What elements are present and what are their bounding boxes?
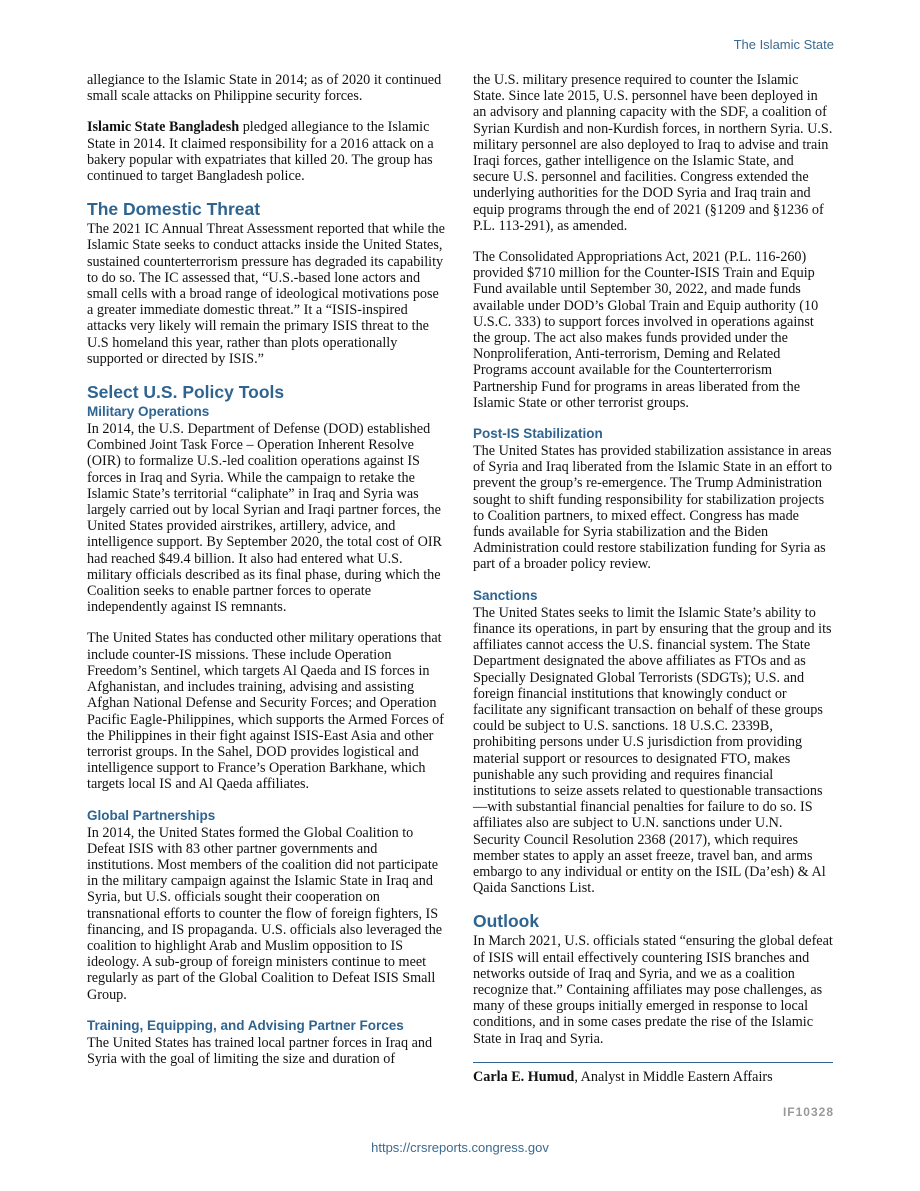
author-name: Carla E. Humud [473, 1068, 575, 1085]
heading-domestic-threat: The Domestic Threat [87, 199, 261, 220]
paragraph-training-continued: the U.S. military presence required to counter the Islamic State. Since late 2015, U.S. personnel have been deployed in an advisory and planning capacity with the SDF, a coalition of Syrian Kurdish and non-Kurdish forces, in northern Syria. U.S. military personnel are also deployed to Iraq to advise and train Iraqi forces, gather intelligence on the Islamic State, and secure U.S. personnel and facilities. Congress extended the underlying authorities for the DOD Syria and Iraq train and equip programs through the end of 2021 (§1209 and §1236 of P.L. 113-291), as amended. [473, 72, 833, 234]
paragraph-training-equipping: The United States has trained local partner forces in Iraq and Syria with the goal of limiting the size and duration of [87, 1034, 433, 1067]
paragraph-sanctions: The United States seeks to limit the Islamic State’s ability to finance its operations, in part by ensuring that the group and its affiliates cannot access the U.S. financial system. The State Department designated the above affiliates as FTOs and as Specially Designated Global Terrorists (SDGTs); U.S. and foreign financial institutions that knowingly conduct or facilitate any significant transaction on behalf of these groups could be subject to U.S. sanctions. 18 U.S.C. 2339B, prohibiting persons under U.S jurisdiction from providing material support or resources to designated FTO, makes punishable any such providing and requires financial institutions to seize assets related to questionable transactions—with substantial financial penalties for failure to do so. IS affiliates also are subject to U.N. sanctions under U.N. Security Council Resolution 2368 (2017), which requires member states to apply an asset freeze, travel ban, and arms embargo to any individual or entity on the ISIL (Da’esh) & Al Qaida Sanctions List. [473, 604, 832, 897]
document-number: IF10328 [782, 1105, 834, 1119]
heading-sanctions: Sanctions [473, 587, 538, 603]
running-header-title: The Islamic State [733, 37, 834, 52]
bangladesh-term: Islamic State Bangladesh [87, 119, 240, 136]
heading-military-operations: Military Operations [87, 404, 210, 420]
right-column [473, 72, 833, 1085]
paragraph-philippines-continued: allegiance to the Islamic State in 2014; as of 2020 it continued small scale attacks on Philippine security forces. [87, 72, 442, 105]
paragraph-global-partnerships: In 2014, the United States formed the Global Coalition to Defeat ISIS with 83 other partner governments and institutions. Most members of the coalition did not participate in the military campaign against the Islamic State in Iraq and Syria, but U.S. officials sought their cooperation on transnational efforts to counter the flow of foreign fighters, IS financing, and IS propaganda. U.S. officials also leveraged the coalition to highlight Arab and Muslim opposition to IS ideology. A sub-group of foreign ministers continue to meet regularly as part of the Global Coalition to Defeat ISIS Small Group. [87, 824, 443, 1003]
footer-url-link[interactable]: https://crsreports.congress.gov [371, 1140, 549, 1155]
heading-outlook: Outlook [473, 911, 540, 932]
left-column [87, 72, 447, 1082]
paragraph-appropriations: The Consolidated Appropriations Act, 2021 (P.L. 116-260) provided $710 million for the Counter-ISIS Train and Equip Fund available until September 30, 2022, and made funds available under DOD’s Global Train and Equip authority (10 U.S.C. 333) to support forces involved in operations against the group. The act also makes funds provided under the Nonproliferation, Anti-terrorism, Deming and Related Programs account available for the Counterterrorism Partnership Fund for programs in areas liberated from the Islamic State or other terrorist groups. [473, 249, 819, 411]
paragraph-military-operations-1: In 2014, the U.S. Department of Defense (DOD) established Combined Joint Task Force – Operation Inherent Resolve (OIR) to formalize U.S.-led coalition operations against IS forces in Iraq and Syria. While the campaign to retake the Islamic State’s territorial “caliphate” in Iraq and Syria was largely carried out by local Syrian and Iraqi partner forces, the United States provided airstrikes, artillery, advice, and intelligence support. By September 2020, the total cost of OIR had reached $49.4 billion. It also had entered what U.S. military officials described as its final phase, during which the Coalition seeks to enable partner forces to operate independently against IS remnants. [87, 421, 443, 616]
author-title: , Analyst in Middle Eastern Affairs [574, 1068, 773, 1085]
heading-global-partnerships: Global Partnerships [87, 807, 216, 823]
paragraph-post-is-stabilization: The United States has provided stabilization assistance in areas of Syria and Iraq liberated from the Islamic State in an effort to prevent the group’s re-emergence. The Trump Administration sought to shift funding responsibility for stabilization projects to Coalition partners, to mixed effect. Congress has made funds available for Syria stabilization and the Biden Administration could restore stabilization funding for Syria as part of a broader policy review. [473, 443, 833, 573]
heading-post-is-stabilization: Post-IS Stabilization [473, 426, 603, 442]
paragraph-islamic-state-bangladesh [87, 119, 447, 184]
paragraph-domestic-threat: The 2021 IC Annual Threat Assessment reported that while the Islamic State seeks to conduct attacks inside the United States, sustained counterterrorism pressure has degraded its capability to do so. The IC assessed that, “U.S.-based lone actors and small cells with a broad range of ideological motivations pose a greater immediate domestic threat.” It a “ISIS-inspired attacks very likely will remain the primary ISIS threat to the U.S homeland this year, rather than plots operationally supported or directed by ISIS.” [87, 221, 445, 367]
author-line [473, 1062, 833, 1085]
paragraph-military-operations-2: The United States has conducted other military operations that include counter-IS missions. These include Operation Freedom’s Sentinel, which targets Al Qaeda and IS forces in Afghanistan, and includes training, advising and assisting Afghan National Defense and Security Forces; and Operation Pacific Eagle-Philippines, which supports the Armed Forces of the Philippines in their fight against ISIS-East Asia and other terrorist groups. In the Sahel, DOD provides logistical and intelligence support to France’s Operation Barkhane, which targets local IS and Al Qaeda affiliates. [87, 630, 444, 793]
heading-training-equipping: Training, Equipping, and Advising Partner Forces [87, 1017, 404, 1033]
bangladesh-text: pledged allegiance to the Islamic State in 2014. It claimed responsibility for a 2016 attack on a bakery popular with expatriates that killed 20. The group has continued to target Bangladesh police. [87, 119, 434, 185]
heading-select-policy-tools: Select U.S. Policy Tools [87, 382, 285, 403]
paragraph-outlook: In March 2021, U.S. officials stated “ensuring the global defeat of ISIS will entail effectively countering ISIS branches and networks outside of Iraq and Syria, and we as a coalition recognize that.” Containing affiliates may pose challenges, as many of these groups initially emerged in response to local conditions, and in some cases predate the rise of the Islamic State in Iraq and Syria. [473, 933, 833, 1047]
